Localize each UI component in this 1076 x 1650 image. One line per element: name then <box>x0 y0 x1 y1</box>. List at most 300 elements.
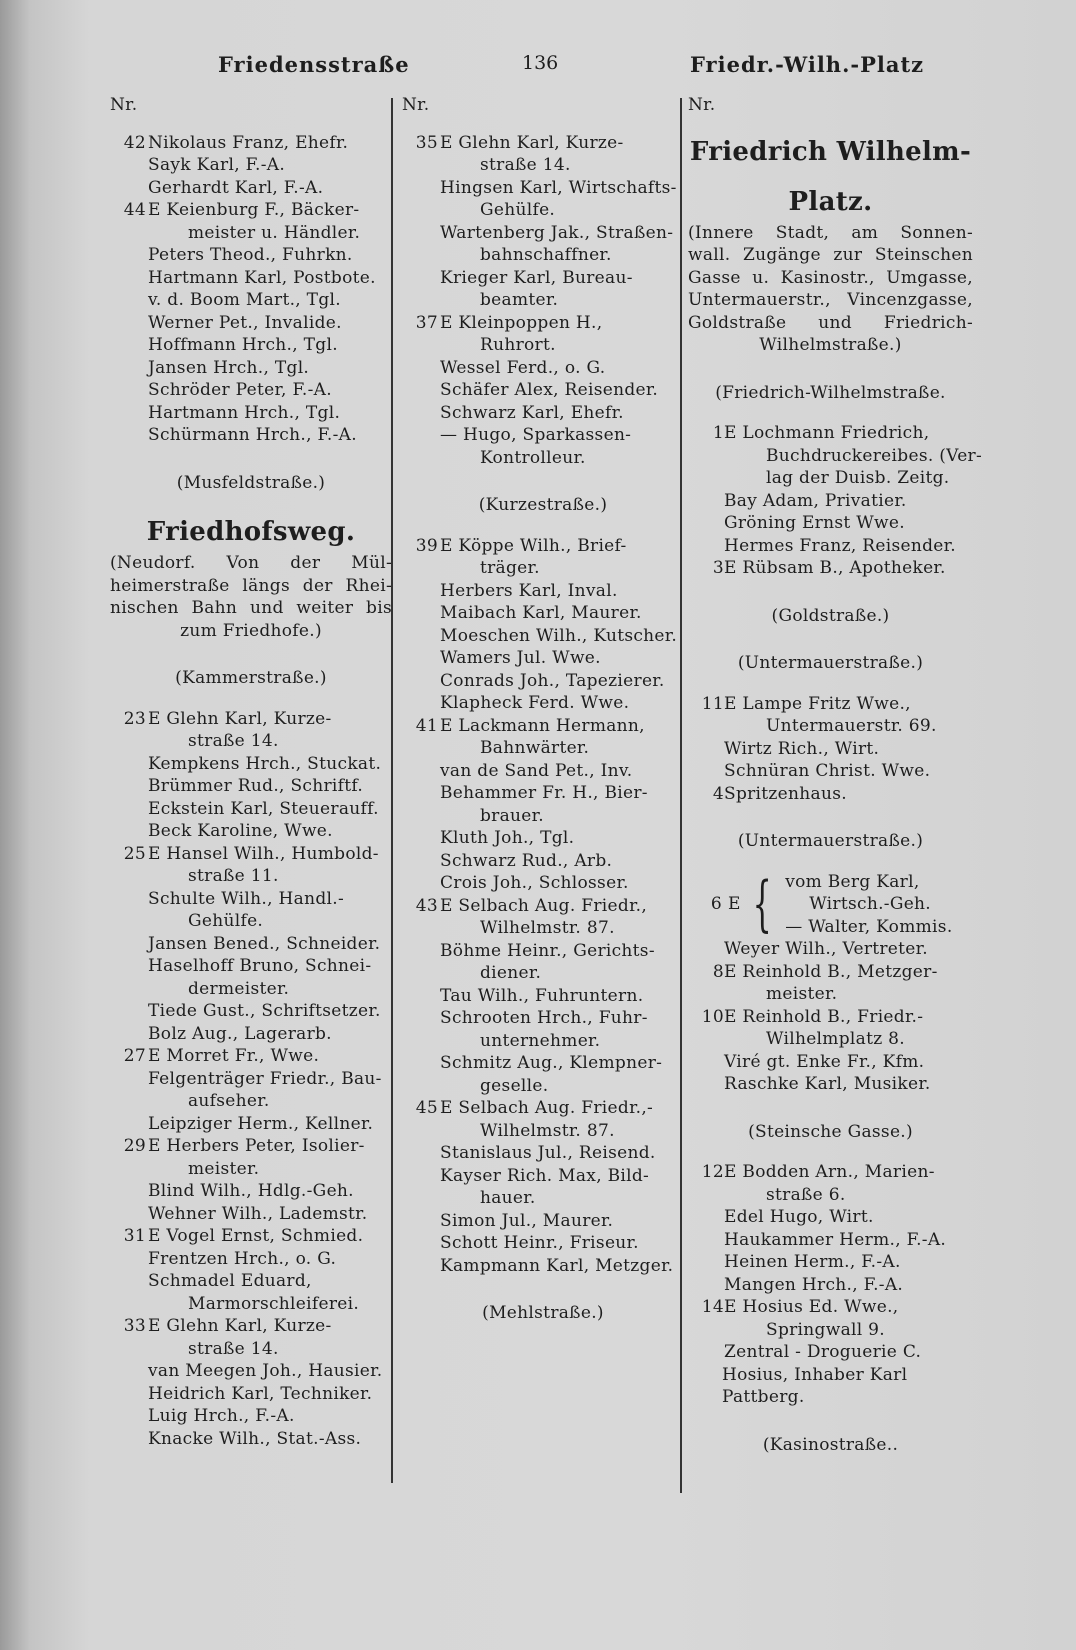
house-number <box>110 1428 146 1451</box>
house-number <box>110 424 146 447</box>
street-description: Gasse u. Kasinostr., Umgasse, <box>688 267 973 288</box>
house-number <box>110 312 146 335</box>
house-number <box>402 1052 438 1075</box>
directory-entry <box>110 888 392 911</box>
entry-continuation: Wilhelmstr. 87. <box>480 918 615 938</box>
house-number <box>402 1142 438 1165</box>
house-number <box>402 985 438 1008</box>
house-number: 42 <box>123 132 146 153</box>
entry-text: Weyer Wilh., Vertreter. <box>724 939 928 959</box>
entry-continuation: meister. <box>188 1158 260 1179</box>
entry-text: Wirtz Rich., Wirt. <box>724 738 880 759</box>
house-number <box>402 1165 438 1188</box>
directory-entry <box>688 422 973 445</box>
entry-text: Zentral - Droguerie C. <box>724 1342 922 1362</box>
directory-entry <box>402 940 684 963</box>
directory-entry <box>402 1007 684 1030</box>
directory-entry <box>402 692 684 715</box>
entry-text: Spritzenhaus. <box>724 783 847 804</box>
entry-text: E Keienburg F., Bäcker- <box>148 200 360 220</box>
house-number <box>110 1405 146 1428</box>
entry-text: Bolz Aug., Lagerarb. <box>148 1023 332 1044</box>
entry-text: Wartenberg Jak., Straßen- <box>440 222 674 243</box>
house-number: 44 <box>123 200 146 220</box>
directory-entry <box>402 760 684 783</box>
directory-entry <box>402 625 684 648</box>
house-number <box>402 602 438 625</box>
directory-entry <box>110 1383 392 1406</box>
house-number <box>110 775 146 798</box>
entry-text: Wamers Jul. Wwe. <box>440 648 601 668</box>
entry-text: Böhme Heinr., Gerichts- <box>440 940 655 961</box>
entry-text: Felgenträger Friedr., Bau- <box>148 1068 382 1089</box>
directory-entry <box>402 379 684 402</box>
entry-text: Behammer Fr. H., Bier- <box>440 783 648 803</box>
house-number: 43 <box>415 895 438 916</box>
house-number: 27 <box>123 1046 146 1066</box>
directory-entry <box>688 1274 973 1297</box>
directory-entry <box>402 602 684 625</box>
street-description: nischen Bahn und weiter bis <box>110 598 392 618</box>
house-number <box>402 760 438 783</box>
entry-text: Hosius, Inhaber Karl <box>722 1364 908 1385</box>
house-number <box>688 938 724 961</box>
entry-text: Krieger Karl, Bureau- <box>440 267 633 288</box>
directory-entry <box>110 267 392 290</box>
entry-text: E Herbers Peter, Isolier- <box>148 1136 365 1156</box>
entry-continuation: straße 14. <box>188 731 279 751</box>
entry-continuation: straße 14. <box>480 155 571 175</box>
street-cross-reference: (Friedrich-Wilhelmstraße. <box>715 382 946 403</box>
entry-text: Herbers Karl, Inval. <box>440 580 618 601</box>
entry-text: Hingsen Karl, Wirtschafts- <box>440 177 677 198</box>
directory-entry <box>688 693 973 716</box>
entry-continuation: Buchdruckereibes. (Ver- <box>766 445 983 466</box>
directory-entry <box>110 312 392 335</box>
entry-text: Leipziger Herm., Kellner. <box>148 1113 374 1134</box>
directory-entry <box>402 985 684 1008</box>
entry-text: Heidrich Karl, Techniker. <box>148 1383 373 1404</box>
entry-text: Peters Theod., Fuhrkn. <box>148 245 353 265</box>
entry-text: Wessel Ferd., o. G. <box>440 357 606 378</box>
entry-text: Blind Wilh., Hdlg.-Geh. <box>148 1181 354 1201</box>
entry-text: Schäfer Alex, Reisender. <box>440 380 659 400</box>
directory-entry <box>110 708 392 731</box>
house-number <box>688 760 724 783</box>
house-number <box>110 154 146 177</box>
house-number <box>402 625 438 648</box>
entry-text: Mangen Hrch., F.-A. <box>724 1274 904 1295</box>
house-number <box>110 1270 146 1293</box>
column-2 <box>402 94 684 1343</box>
entry-text: Conrads Joh., Tapezierer. <box>440 670 665 691</box>
house-number <box>402 827 438 850</box>
entry-text: Hoffmann Hrch., Tgl. <box>148 335 338 355</box>
house-number <box>402 1210 438 1233</box>
grouped-lines <box>785 871 952 939</box>
directory-entry <box>110 289 392 312</box>
entry-continuation: Gehülfe. <box>480 200 556 220</box>
house-number <box>110 1000 146 1023</box>
entry-continuation: Marmorschleiferei. <box>188 1293 360 1314</box>
directory-entry <box>402 715 684 738</box>
directory-entry <box>110 1248 392 1271</box>
entry-continuation: brauer. <box>480 805 544 826</box>
house-number <box>402 782 438 805</box>
entry-text: Kayser Rich. Max, Bild- <box>440 1165 650 1186</box>
directory-entry <box>110 933 392 956</box>
entry-continuation: Bahnwärter. <box>480 738 590 758</box>
entry-text: Jansen Hrch., Tgl. <box>148 357 310 378</box>
directory-entry <box>402 1210 684 1233</box>
entry-text: E Kleinpoppen H., <box>440 312 603 333</box>
entry-text: E Vogel Ernst, Schmied. <box>148 1226 364 1246</box>
entry-text: Luig Hrch., F.-A. <box>148 1406 295 1426</box>
entry-continuation: Ruhrort. <box>480 335 556 355</box>
house-number: 8 <box>712 961 724 982</box>
directory-entry <box>402 827 684 850</box>
directory-entry <box>110 1270 392 1293</box>
street-description: wall. Zugänge zur Steinschen <box>688 245 973 265</box>
house-number <box>688 535 724 558</box>
directory-entry <box>110 357 392 380</box>
entry-text: E Reinhold B., Metzger- <box>724 961 938 982</box>
entry-continuation: diener. <box>480 963 542 983</box>
directory-entry <box>402 535 684 558</box>
street-description: Goldstraße und Friedrich- <box>688 312 973 333</box>
directory-entry <box>688 783 973 806</box>
house-number <box>402 402 438 425</box>
entry-text: Tau Wilh., Fuhruntern. <box>440 985 644 1006</box>
house-number <box>688 1229 724 1252</box>
entry-text: Gerhardt Karl, F.-A. <box>148 177 324 198</box>
house-number <box>688 1073 724 1096</box>
house-number <box>402 267 438 290</box>
directory-entry <box>110 820 392 843</box>
street-heading: Friedrich Wilhelm- <box>689 136 972 167</box>
brace-symbol: { <box>752 869 772 940</box>
entry-continuation: Wilhelmplatz 8. <box>766 1029 905 1049</box>
entry-text: v. d. Boom Mart., Tgl. <box>148 290 341 310</box>
street-cross-reference: (Untermauerstraße.) <box>737 831 924 851</box>
entry-text: E Hosius Ed. Wwe., <box>724 1297 899 1317</box>
entry-text: Schott Heinr., Friseur. <box>440 1233 639 1253</box>
directory-entry <box>402 424 684 447</box>
entry-text: Schwarz Karl, Ehefr. <box>440 402 624 423</box>
house-number: 39 <box>415 535 438 556</box>
house-number <box>688 512 724 535</box>
entry-text: Hartmann Karl, Postbote. <box>148 267 376 288</box>
entry-text: Viré gt. Enke Fr., Kfm. <box>724 1051 925 1072</box>
entry-continuation: unternehmer. <box>480 1030 601 1051</box>
directory-entry <box>402 1142 684 1165</box>
column-number-label: Nr. <box>402 95 430 115</box>
directory-entry <box>110 1000 392 1023</box>
entry-text: Pattberg. <box>722 1387 805 1407</box>
street-description: Wilhelmstraße.) <box>759 335 902 355</box>
house-number <box>110 888 146 911</box>
street-description: Untermauerstr., Vincenzgasse, <box>688 290 973 310</box>
entry-text: E Bodden Arn., Marien- <box>724 1162 935 1182</box>
entry-text: Haukammer Herm., F.-A. <box>724 1229 947 1250</box>
house-number <box>110 1180 146 1203</box>
directory-entry <box>110 1113 392 1136</box>
street-description: heimerstraße längs der Rhei- <box>110 575 392 596</box>
directory-entry <box>110 1315 392 1338</box>
house-number: 23 <box>123 708 146 729</box>
directory-entry <box>110 334 392 357</box>
directory-entry <box>402 1255 684 1278</box>
street-cross-reference: (Kurzestraße.) <box>478 495 608 515</box>
entry-continuation <box>688 1364 973 1387</box>
house-number <box>110 820 146 843</box>
running-head-right: Friedr.-Wilh.-Platz <box>690 52 925 77</box>
directory-entry <box>402 1165 684 1188</box>
house-number <box>110 244 146 267</box>
directory-entry <box>110 1180 392 1203</box>
house-number <box>110 955 146 978</box>
entry-text: Bay Adam, Privatier. <box>724 490 907 511</box>
directory-entry <box>110 1360 392 1383</box>
entry-text: Maibach Karl, Maurer. <box>440 603 642 623</box>
house-number <box>402 872 438 895</box>
house-number <box>402 692 438 715</box>
entry-text: Schwarz Rud., Arb. <box>440 850 613 871</box>
entry-text: Schulte Wilh., Handl.- <box>148 888 344 909</box>
entry-text: Haselhoff Bruno, Schnei- <box>148 956 372 976</box>
house-number <box>688 490 724 513</box>
directory-entry <box>402 647 684 670</box>
directory-entry <box>688 961 973 984</box>
entry-continuation: lag der Duisb. Zeitg. <box>766 468 950 488</box>
house-number <box>110 267 146 290</box>
entry-text: Schmadel Eduard, <box>148 1271 312 1291</box>
entry-text: Eckstein Karl, Steuerauff. <box>148 798 379 819</box>
entry-text: — Hugo, Sparkassen- <box>440 425 632 445</box>
house-number <box>688 1206 724 1229</box>
directory-entry <box>110 753 392 776</box>
directory-entry <box>402 177 684 200</box>
directory-entry <box>688 1296 973 1319</box>
house-number: 4 <box>712 783 724 804</box>
entry-text: Klapheck Ferd. Wwe. <box>440 693 630 713</box>
entry-text: vom Berg Karl, <box>785 871 920 892</box>
entry-text: Kempkens Hrch., Stuckat. <box>148 753 382 774</box>
street-cross-reference: (Untermauerstraße.) <box>737 653 924 673</box>
directory-entry <box>688 557 973 580</box>
house-number: 6 <box>710 894 722 914</box>
house-number <box>402 1232 438 1255</box>
entry-text: E Rübsam B., Apotheker. <box>724 558 946 578</box>
house-number <box>110 1203 146 1226</box>
house-number: 1 <box>712 423 724 443</box>
entry-text: Sayk Karl, F.-A. <box>148 155 286 175</box>
entry-continuation: Kontrolleur. <box>480 447 586 468</box>
house-number <box>110 402 146 425</box>
street-description: zum Friedhofe.) <box>180 620 322 641</box>
street-description: (Neudorf. Von der Mül- <box>110 553 392 573</box>
directory-entry <box>688 512 973 535</box>
directory-entry <box>402 357 684 380</box>
house-number <box>110 379 146 402</box>
directory-entry <box>110 177 392 200</box>
entry-text: Nikolaus Franz, Ehefr. <box>148 132 349 153</box>
owner-marker: E <box>728 894 741 914</box>
house-number <box>110 357 146 380</box>
house-number <box>110 1068 146 1091</box>
entry-text: E Morret Fr., Wwe. <box>148 1046 320 1066</box>
entry-text: Kampmann Karl, Metzger. <box>440 1255 674 1276</box>
directory-entry <box>402 1052 684 1075</box>
house-number: 25 <box>123 843 146 864</box>
entry-text: E Glehn Karl, Kurze- <box>148 1316 332 1336</box>
entry-continuation: aufseher. <box>188 1091 270 1111</box>
directory-entry <box>688 738 973 761</box>
entry-text: Moeschen Wilh., Kutscher. <box>440 625 678 646</box>
directory-entry <box>110 1203 392 1226</box>
house-number <box>402 177 438 200</box>
entry-text: Simon Jul., Maurer. <box>440 1210 614 1231</box>
entry-text: Hartmann Hrch., Tgl. <box>148 402 341 423</box>
house-number <box>402 222 438 245</box>
directory-entry <box>402 1232 684 1255</box>
directory-entry <box>402 312 684 335</box>
directory-entry <box>110 424 392 447</box>
page-number: 136 <box>522 52 559 74</box>
column-1 <box>110 94 392 1450</box>
entry-continuation: geselle. <box>480 1075 549 1096</box>
entry-continuation: träger. <box>480 558 540 578</box>
house-number <box>110 289 146 312</box>
directory-entry <box>402 267 684 290</box>
house-number: 45 <box>415 1098 438 1118</box>
entry-continuation: straße 6. <box>766 1184 846 1205</box>
directory-entry <box>402 580 684 603</box>
entry-text: Heinen Herm., F.-A. <box>724 1252 901 1272</box>
directory-entry <box>688 938 973 961</box>
house-number <box>110 1113 146 1136</box>
running-head-left: Friedensstraße <box>218 52 410 77</box>
entry-text: E Glehn Karl, Kurze- <box>148 708 332 729</box>
entry-text: E Köppe Wilh., Brief- <box>440 535 627 556</box>
entry-continuation: Wilhelmstr. 87. <box>480 1120 615 1141</box>
house-number <box>110 1360 146 1383</box>
entry-continuation: Untermauerstr. 69. <box>766 716 937 736</box>
directory-entry <box>402 222 684 245</box>
directory-entry <box>110 798 392 821</box>
directory-entry <box>110 1135 392 1158</box>
entry-text: E Lampe Fritz Wwe., <box>724 693 911 714</box>
house-number <box>402 670 438 693</box>
entry-text: E Selbach Aug. Friedr., <box>440 895 648 916</box>
directory-entry <box>688 490 973 513</box>
entry-continuation: straße 14. <box>188 1338 279 1359</box>
entry-text: — Walter, Kommis. <box>785 916 953 937</box>
street-cross-reference: (Kammerstraße.) <box>175 668 327 688</box>
house-number <box>110 1383 146 1406</box>
entry-continuation: Springwall 9. <box>766 1319 886 1340</box>
street-heading: Friedhofsweg. <box>146 517 356 547</box>
grouped-entry <box>688 871 973 939</box>
directory-entry <box>110 1225 392 1248</box>
directory-entry <box>688 1251 973 1274</box>
directory-entry <box>110 244 392 267</box>
directory-entry <box>110 154 392 177</box>
entry-text: E Reinhold B., Friedr.- <box>724 1006 924 1027</box>
entry-text: E Selbach Aug. Friedr.,- <box>440 1098 654 1118</box>
directory-entry <box>402 872 684 895</box>
directory-entry <box>402 895 684 918</box>
house-number <box>688 1051 724 1074</box>
directory-entry <box>110 132 392 155</box>
house-number: 31 <box>123 1226 146 1246</box>
entry-continuation: hauer. <box>480 1188 536 1208</box>
house-number <box>402 850 438 873</box>
directory-entry <box>688 1341 973 1364</box>
directory-entry <box>402 782 684 805</box>
house-number <box>110 933 146 956</box>
entry-text: Tiede Gust., Schriftsetzer. <box>148 1001 381 1021</box>
entry-text: Raschke Karl, Musiker. <box>724 1074 931 1094</box>
entry-text: E Lackmann Hermann, <box>440 715 645 736</box>
house-number <box>110 334 146 357</box>
entry-text: van Meegen Joh., Hausier. <box>148 1361 383 1381</box>
directory-entry <box>110 775 392 798</box>
house-number: 41 <box>415 715 438 736</box>
house-number <box>402 647 438 670</box>
directory-entry <box>110 843 392 866</box>
entry-continuation: bahnschaffner. <box>480 245 612 265</box>
column-number-label: Nr. <box>110 95 138 115</box>
house-number <box>402 940 438 963</box>
directory-entry <box>110 1023 392 1046</box>
directory-entry <box>110 199 392 222</box>
directory-entry <box>688 1006 973 1029</box>
entry-continuation: dermeister. <box>188 978 290 999</box>
directory-entry <box>688 535 973 558</box>
house-number <box>402 357 438 380</box>
directory-entry <box>688 1073 973 1096</box>
house-number <box>688 1341 724 1364</box>
entry-text: Schrooten Hrch., Fuhr- <box>440 1008 648 1028</box>
street-cross-reference: (Mehlstraße.) <box>482 1303 604 1323</box>
house-number: 37 <box>415 312 438 333</box>
entry-text: Edel Hugo, Wirt. <box>724 1207 874 1227</box>
house-number: 10 <box>701 1006 724 1027</box>
house-number <box>402 580 438 603</box>
directory-entry <box>110 1068 392 1091</box>
entry-text: E Hansel Wilh., Humbold- <box>148 843 379 864</box>
entry-text: Werner Pet., Invalide. <box>148 312 342 333</box>
directory-entry <box>110 379 392 402</box>
entry-continuation: meister. <box>766 984 838 1004</box>
street-heading: Platz. <box>788 186 873 217</box>
directory-entry <box>688 1206 973 1229</box>
street-cross-reference: (Musfeldstraße.) <box>176 472 326 493</box>
house-number: 33 <box>123 1316 146 1336</box>
directory-entry <box>402 670 684 693</box>
entry-text: Stanislaus Jul., Reisend. <box>440 1143 656 1163</box>
entry-text: Wirtsch.-Geh. <box>809 894 932 914</box>
entry-text: Hermes Franz, Reisender. <box>724 535 956 556</box>
house-number <box>688 738 724 761</box>
house-number: 14 <box>701 1297 724 1317</box>
entry-text: Schröder Peter, F.-A. <box>148 380 332 400</box>
street-description: (Innere Stadt, am Sonnen- <box>688 222 973 243</box>
entry-text: Schmitz Aug., Klempner- <box>440 1053 663 1073</box>
column-3 <box>688 94 983 1474</box>
entry-text: Gröning Ernst Wwe. <box>724 513 905 533</box>
